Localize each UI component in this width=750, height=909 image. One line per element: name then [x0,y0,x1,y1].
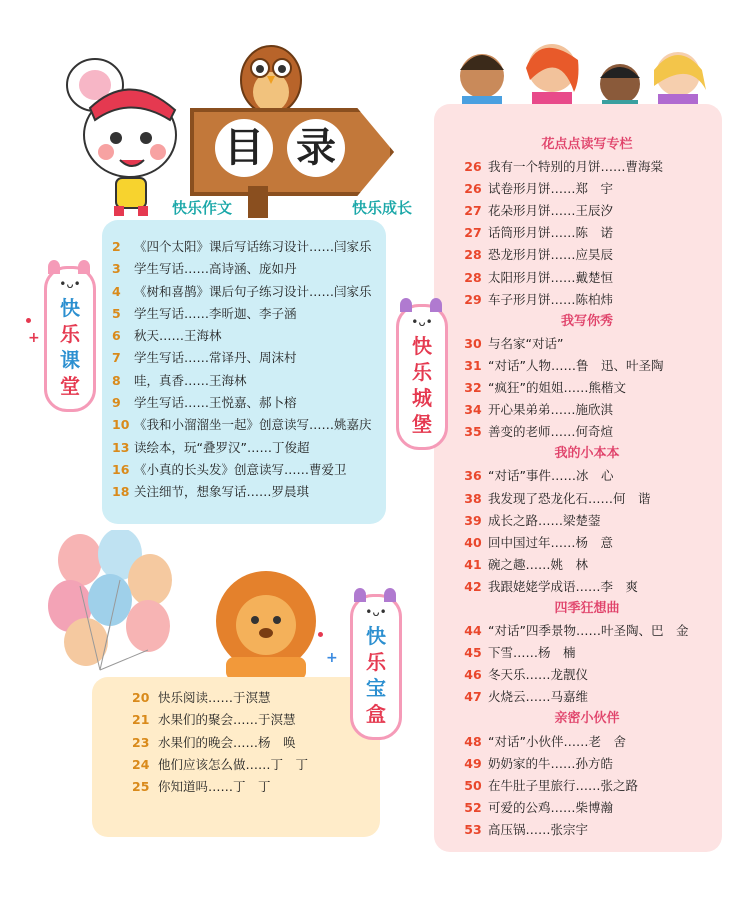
page-number: 35 [464,424,482,440]
entry-title: “对话”四季景物……叶圣陶、巴 金 [488,623,689,639]
toc-entry[interactable] [458,465,716,487]
toc-entry[interactable] [458,222,716,244]
tag-char: 盒 [366,702,386,726]
tag-ear [48,260,60,274]
page-title [205,112,355,184]
tag-ear [400,298,412,312]
page-number: 28 [464,269,482,285]
toc-entry[interactable] [112,481,372,503]
page-number: 45 [464,645,482,661]
page-number: 7 [112,350,121,366]
entry-title: 车子形月饼……陈柏炜 [488,291,614,307]
entry-title: 我跟姥姥学成语……李 爽 [488,578,639,594]
toc-entry[interactable] [132,754,308,776]
toc-entry[interactable] [112,414,372,436]
toc-entry[interactable] [458,510,716,532]
toc-entry[interactable] [458,355,716,377]
entry-title: 《我和小溜溜坐一起》创意读写……姚嘉庆 [134,417,372,433]
page-number: 34 [464,402,482,418]
toc-entry[interactable] [458,642,716,664]
tag-ear [354,588,366,602]
entry-title: “对话”事件……冰 心 [488,468,614,484]
entry-title: 你知道吗……丁 丁 [158,779,271,795]
page-number: 36 [464,468,482,484]
entry-title: 学生写话……常译丹、周沫村 [134,350,297,366]
tag-char: 乐 [366,650,386,674]
section-heading: 我的小本本 [554,446,620,462]
page-number: 2 [112,239,121,254]
entry-title: 试卷形月饼……郑 宇 [488,181,614,197]
balloons-illustration [40,530,190,680]
page-number: 40 [464,534,482,550]
section-heading: 四季狂想曲 [554,600,620,616]
entry-title: 与名家“对话” [488,335,564,351]
tag-char: 快 [60,296,80,320]
page-number: 50 [464,777,482,793]
page-number: 38 [464,490,482,506]
toc-entry[interactable] [112,303,372,325]
toc-entry[interactable] [458,421,716,443]
page-number: 27 [464,203,482,219]
entry-title: 关注细节，想象写话……罗晨琪 [134,484,310,500]
toc-entry[interactable] [112,281,372,303]
toc-entry[interactable] [132,709,308,731]
page-number: 46 [464,667,482,683]
page-number: 18 [112,484,130,500]
tag-char: 城 [412,386,432,410]
page-number: 26 [464,181,482,197]
entry-title: 我发现了恐龙化石……何 谐 [488,490,651,506]
entry-title: “对话”小伙伴……老 舍 [488,733,626,749]
entry-title: 可爱的公鸡……柴博瀚 [488,799,614,815]
sparkle-plus: + [326,650,338,666]
toc-entry[interactable] [132,776,308,798]
page-number: 10 [112,417,130,433]
title-char-1: 目 [215,119,273,177]
entry-title: 快乐阅读……于溟慧 [158,690,271,705]
page-number: 28 [464,247,482,263]
toc-entry[interactable] [112,236,372,258]
entry-title: 秋天……王海林 [134,328,222,344]
page-number: 4 [112,283,121,299]
toc-entry[interactable] [458,333,716,355]
toc-entry[interactable] [112,370,372,392]
tag-char: 课 [60,348,80,372]
section-heading: 亲密小伙伴 [554,711,620,727]
entry-title: 花朵形月饼……王辰汐 [488,203,614,219]
toc-entry[interactable] [458,775,716,797]
page-number: 32 [464,380,482,396]
toc-entry[interactable] [458,753,716,775]
toc-entry[interactable] [458,267,716,289]
toc-entry[interactable] [458,488,716,510]
mouse-mascot-illustration [50,40,210,220]
entry-title: 回中国过年……杨 意 [488,534,614,550]
entry-title: 《树和喜鹊》课后句子练习设计……闫家乐 [134,283,372,299]
tag-char: 乐 [60,322,80,346]
page-number: 44 [464,623,482,639]
toc-entry[interactable] [458,377,716,399]
entry-title: 水果们的聚会……于溟慧 [158,712,296,728]
page-number: 20 [132,690,150,705]
tag-char: 乐 [412,360,432,384]
entry-title: 善变的老师……何奇煊 [488,424,614,440]
entry-title: 水果们的晚会……杨 唤 [158,734,296,750]
lion-illustration [196,565,336,680]
page-number: 53 [464,821,482,837]
face-icon: •ᴗ• [59,277,81,291]
tag-ear [384,588,396,602]
entry-title: 冬天乐……龙靓仪 [488,667,589,683]
entry-title: 我有一个特别的月饼……曹海棠 [488,159,664,175]
page-number: 27 [464,225,482,241]
slogan-left: 快乐作文 [172,199,233,217]
page-number: 24 [132,756,150,772]
entry-title: 学生写话……王悦嘉、郝卜榕 [134,395,297,411]
tag-ear [430,298,442,312]
entry-title: 高压锅……张宗宇 [488,821,589,837]
treasure-toc-list [132,687,308,798]
kids-illustration [440,30,720,110]
page-number: 31 [464,357,482,373]
entry-title: 碗之趣……姚 林 [488,556,589,572]
page-number: 5 [112,305,121,321]
toc-entry[interactable] [112,325,372,347]
page-number: 9 [112,395,121,411]
entry-title: “疯狂”的姐姐……熊楷文 [488,380,626,396]
tag-char: 宝 [366,676,386,700]
toc-entry[interactable] [458,797,716,819]
toc-entry[interactable] [458,819,716,841]
entry-title: 学生写话……高诗涵、庞如丹 [134,261,297,277]
toc-entry[interactable] [458,244,716,266]
toc-entry[interactable] [132,732,308,754]
page-number: 30 [464,335,482,351]
page-number: 26 [464,159,482,175]
toc-entry[interactable] [132,687,308,709]
toc-entry[interactable] [458,178,716,200]
page-number: 23 [132,734,150,750]
page-number: 3 [112,261,121,277]
page-number: 21 [132,712,150,728]
page-number: 47 [464,689,482,705]
toc-entry[interactable] [458,576,716,598]
entry-title: 他们应该怎么做……丁 丁 [158,756,309,772]
toc-entry[interactable] [458,664,716,686]
page-number: 41 [464,556,482,572]
entry-title: 在牛肚子里旅行……张之路 [488,777,639,793]
entry-title: 开心果弟弟……施欣淇 [488,402,614,418]
page-number: 42 [464,578,482,594]
slogans [172,197,412,218]
entry-title: 成长之路……梁楚蓥 [488,512,601,528]
treasure-tag [350,594,402,740]
toc-entry[interactable] [458,731,716,753]
slogan-right: 快乐成长 [351,199,412,217]
sparkle-dot [318,632,323,637]
entry-title: 火烧云……马嘉维 [488,689,589,705]
entry-title: “对话”人物……鲁 迅、叶圣陶 [488,357,664,373]
entry-title: 读绘本，玩“叠罗汉”……丁俊超 [134,439,310,455]
entry-title: 《四个太阳》课后写话练习设计……闫家乐 [134,239,372,254]
entry-title: 太阳形月饼……戴楚恒 [488,269,614,285]
page-number: 25 [132,779,150,795]
toc-entry[interactable] [112,258,372,280]
entry-title: 《小真的长头发》创意读写……曹爱卫 [134,461,347,477]
castle-toc-list [458,134,716,841]
toc-entry[interactable] [112,437,372,459]
toc-entry[interactable] [458,620,716,642]
entry-title: 奶奶家的牛……孙方皓 [488,755,614,771]
entry-title: 下雪……杨 楠 [488,645,576,661]
castle-tag [396,304,448,450]
page-number: 8 [112,372,121,388]
tag-char: 堡 [412,412,432,436]
sparkle-dot [26,318,31,323]
toc-entry[interactable] [458,532,716,554]
entry-title: 话筒形月饼……陈 诺 [488,225,614,241]
toc-entry[interactable] [458,200,716,222]
classroom-tag [44,266,96,412]
tag-char: 快 [366,624,386,648]
toc-entry[interactable] [112,347,372,369]
title-char-2: 录 [287,119,345,177]
page-number: 6 [112,328,121,344]
page-number: 48 [464,733,482,749]
section-heading: 我写你秀 [560,313,613,329]
page-number: 39 [464,512,482,528]
entry-title: 哇，真香……王海林 [134,372,247,388]
page-number: 49 [464,755,482,771]
page-number: 52 [464,799,482,815]
toc-entry[interactable] [458,554,716,576]
toc-entry[interactable] [458,289,716,311]
toc-entry[interactable] [458,686,716,708]
tag-char: 堂 [60,374,80,398]
entry-title: 恐龙形月饼……应昊辰 [488,247,614,263]
toc-entry[interactable] [112,459,372,481]
toc-entry[interactable] [458,156,716,178]
entry-title: 学生写话……李昕迦、李子涵 [134,305,297,321]
classroom-toc-list [112,236,372,504]
sparkle-plus: + [28,330,40,346]
page-number: 16 [112,461,130,477]
section-heading: 花点点读写专栏 [541,137,633,152]
owl-illustration [236,34,306,116]
toc-entry[interactable] [458,399,716,421]
face-icon: •ᴗ• [365,605,387,619]
page-number: 29 [464,291,482,307]
face-icon: •ᴗ• [411,315,433,329]
toc-entry[interactable] [112,392,372,414]
tag-ear [78,260,90,274]
tag-char: 快 [412,334,432,358]
page-number: 13 [112,439,130,455]
